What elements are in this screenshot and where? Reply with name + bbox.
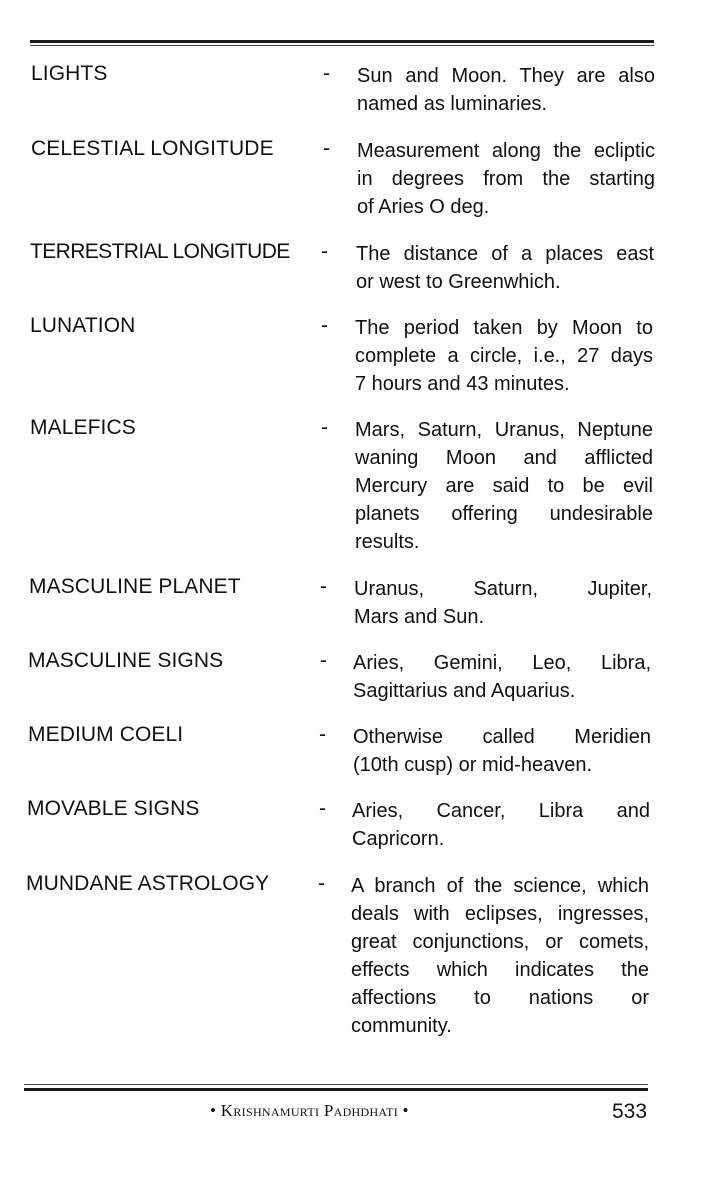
definition-line: Mars and Sun. bbox=[354, 606, 485, 628]
definition-line: named as luminaries. bbox=[357, 93, 548, 115]
glossary-definition bbox=[353, 723, 651, 779]
glossary-term: MASCULINE SIGNS bbox=[28, 649, 224, 672]
glossary-term: LIGHTS bbox=[31, 62, 108, 85]
running-footer-title: • Krishnamurti Padhdhati • bbox=[210, 1101, 409, 1120]
definition-line: The distance of a places east bbox=[356, 243, 654, 265]
glossary-term: CELESTIAL LONGITUDE bbox=[31, 137, 274, 160]
definition-line: Mercury are said to be evil bbox=[355, 475, 653, 497]
glossary-definition bbox=[354, 575, 652, 631]
top-double-rule bbox=[30, 40, 654, 46]
term-dash: - bbox=[319, 797, 326, 820]
glossary-definition bbox=[352, 797, 650, 853]
glossary-term: MUNDANE ASTROLOGY bbox=[26, 872, 270, 895]
definition-line: (10th cusp) or mid-heaven. bbox=[353, 754, 593, 776]
glossary-definition bbox=[353, 649, 651, 705]
glossary-definition bbox=[357, 62, 655, 118]
glossary-term: TERRESTRIAL LONGITUDE bbox=[30, 240, 290, 263]
definition-line: Measurement along the ecliptic bbox=[357, 140, 655, 162]
definition-line: or west to Greenwhich. bbox=[356, 271, 561, 293]
glossary-term: MASCULINE PLANET bbox=[29, 575, 241, 598]
bottom-double-rule bbox=[24, 1084, 648, 1091]
term-dash: - bbox=[320, 649, 327, 672]
term-dash: - bbox=[321, 240, 328, 263]
glossary-definition bbox=[351, 872, 649, 1040]
definition-line: Sagittarius and Aquarius. bbox=[353, 680, 576, 702]
bottom-rule-thin bbox=[24, 1084, 648, 1085]
definition-line: The period taken by Moon to bbox=[355, 317, 653, 339]
term-dash: - bbox=[323, 62, 330, 85]
definition-line: Uranus, Saturn, Jupiter, bbox=[354, 578, 652, 600]
term-dash: - bbox=[319, 723, 326, 746]
definition-line: affections to nations or bbox=[351, 987, 649, 1009]
definition-line: effects which indicates the bbox=[351, 959, 649, 981]
page-number: 533 bbox=[612, 1100, 648, 1123]
bottom-rule-thick bbox=[24, 1088, 648, 1091]
definition-line: A branch of the science, which bbox=[351, 875, 649, 897]
definition-line: Aries, Gemini, Leo, Libra, bbox=[353, 652, 651, 674]
glossary-definition bbox=[355, 314, 653, 398]
definition-line: Otherwise called Meridien bbox=[353, 726, 651, 748]
term-dash: - bbox=[320, 575, 327, 598]
definition-line: Sun and Moon. They are also bbox=[357, 65, 655, 87]
top-rule-thick bbox=[30, 40, 654, 43]
definition-line: planets offering undesirable bbox=[355, 503, 653, 525]
glossary-definition bbox=[357, 137, 655, 221]
top-rule-thin bbox=[30, 45, 654, 46]
term-dash: - bbox=[323, 137, 330, 160]
definition-line: community. bbox=[351, 1015, 452, 1037]
definition-line: deals with eclipses, ingresses, bbox=[351, 903, 649, 925]
definition-line: Aries, Cancer, Libra and bbox=[352, 800, 650, 822]
term-dash: - bbox=[321, 314, 328, 337]
glossary-term: MOVABLE SIGNS bbox=[27, 797, 200, 820]
glossary-definition bbox=[356, 240, 654, 296]
glossary-definition bbox=[355, 416, 653, 556]
term-dash: - bbox=[321, 416, 328, 439]
definition-line: great conjunctions, or comets, bbox=[351, 931, 649, 953]
definition-line: Capricorn. bbox=[352, 828, 445, 850]
definition-line: 7 hours and 43 minutes. bbox=[355, 373, 570, 395]
definition-line: of Aries O deg. bbox=[357, 196, 490, 218]
definition-line: complete a circle, i.e., 27 days bbox=[355, 345, 653, 367]
term-dash: - bbox=[318, 872, 325, 895]
glossary-term: MALEFICS bbox=[30, 416, 136, 439]
glossary-term: LUNATION bbox=[30, 314, 136, 337]
definition-line: results. bbox=[355, 531, 420, 553]
definition-line: Mars, Saturn, Uranus, Neptune bbox=[355, 419, 653, 441]
definition-line: in degrees from the starting bbox=[357, 168, 655, 190]
definition-line: waning Moon and afflicted bbox=[355, 447, 653, 469]
glossary-term: MEDIUM COELI bbox=[28, 723, 184, 746]
